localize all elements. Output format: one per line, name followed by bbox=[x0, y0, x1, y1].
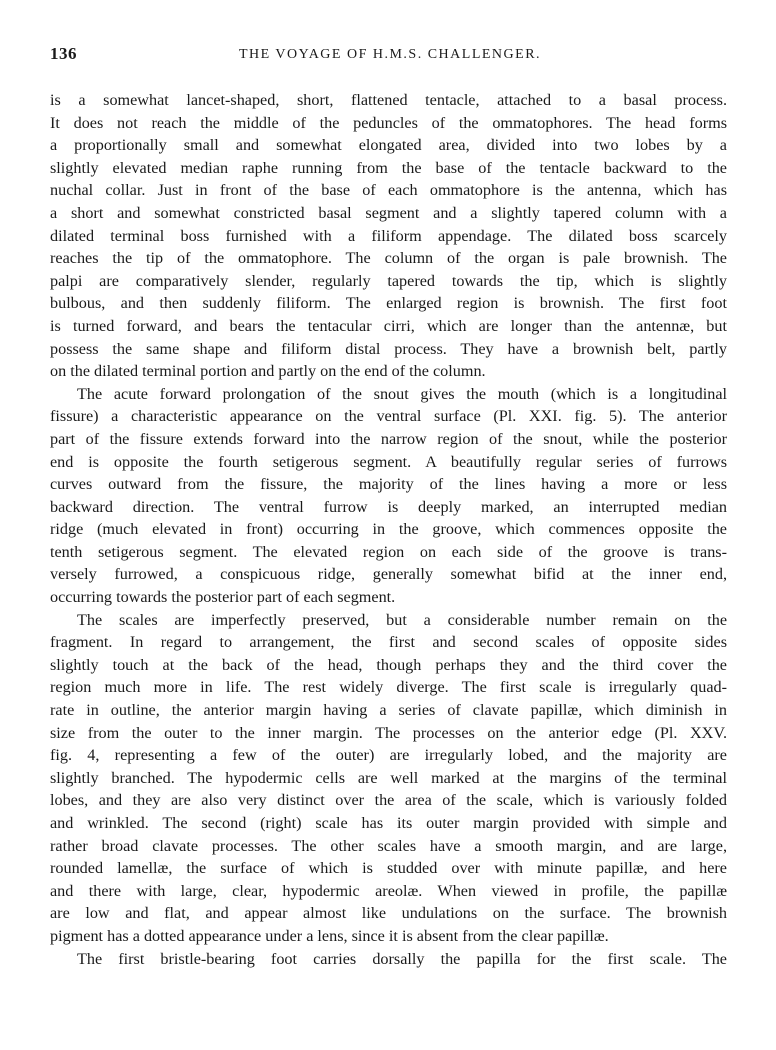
text-line: ridge (much elevated in front) occurring in the groove, which commences opposite the bbox=[50, 520, 727, 539]
text-line: pigment has a dotted appearance under a lens, since it is absent from the clear papillæ. bbox=[50, 926, 609, 945]
paragraph-snout-mouth bbox=[50, 383, 727, 609]
text-line: possess the same shape and filiform distal process. They have a brownish belt, partly bbox=[50, 339, 727, 358]
text-line: end is opposite the fourth setigerous segment. A beautifully regular series of furrows bbox=[50, 452, 727, 471]
text-line: fragment. In regard to arrangement, the first and second scales of opposite sides bbox=[50, 633, 727, 652]
text-line: occurring towards the posterior part of each segment. bbox=[50, 588, 396, 607]
text-line: size from the outer to the inner margin. The processes on the anterior edge (Pl. XXV. bbox=[50, 723, 727, 742]
text-line: The acute forward prolongation of the snout gives the mouth (which is a longitudinal bbox=[77, 384, 727, 403]
text-line: on the dilated terminal portion and partly on the end of the column. bbox=[50, 362, 486, 381]
text-line: versely furrowed, a conspicuous ridge, generally somewhat bifid at the inner end, bbox=[50, 565, 727, 584]
text-line: tenth setigerous segment. The elevated region on each side of the groove is trans- bbox=[50, 542, 727, 561]
text-line: fissure) a characteristic appearance on the ventral surface (Pl. XXI. fig. 5). The anterior bbox=[50, 407, 727, 426]
text-line: palpi are comparatively slender, regularly tapered towards the tip, which is slightly bbox=[50, 271, 727, 290]
text-line: The scales are imperfectly preserved, but a considerable number remain on the bbox=[77, 610, 727, 629]
text-line: region much more in life. The rest widely diverge. The first scale is irregularly quad- bbox=[50, 678, 727, 697]
text-line: backward direction. The ventral furrow is deeply marked, an interrupted median bbox=[50, 497, 727, 516]
paragraph-first-foot bbox=[50, 948, 727, 971]
body-text bbox=[50, 89, 727, 970]
text-line: part of the fissure extends forward into the narrow region of the snout, while the posterior bbox=[50, 429, 727, 448]
paragraph-antenna-description bbox=[50, 89, 727, 383]
text-line: reaches the tip of the ommatophore. The column of the organ is pale brownish. The bbox=[50, 249, 727, 268]
text-line: are low and flat, and appear almost like undulations on the surface. The brownish bbox=[50, 904, 727, 923]
text-line: a proportionally small and somewhat elongated area, divided into two lobes by a bbox=[50, 136, 727, 155]
text-line: is turned forward, and bears the tentacular cirri, which are longer than the antennæ, but bbox=[50, 316, 727, 335]
text-line: It does not reach the middle of the peduncles of the ommatophores. The head forms bbox=[50, 113, 727, 132]
text-line: bulbous, and then suddenly filiform. The enlarged region is brownish. The first foot bbox=[50, 294, 727, 313]
text-line: slightly branched. The hypodermic cells are well marked at the margins of the terminal bbox=[50, 768, 727, 787]
text-line: rather broad clavate processes. The other scales have a smooth margin, and are large, bbox=[50, 836, 727, 855]
text-line: fig. 4, representing a few of the outer) are irregularly lobed, and the majority are bbox=[50, 746, 727, 765]
paragraph-scales bbox=[50, 609, 727, 948]
text-line: nuchal collar. Just in front of the base of each ommatophore is the antenna, which has bbox=[50, 181, 727, 200]
text-line: The first bristle-bearing foot carries dorsally the papilla for the first scale. The bbox=[77, 949, 727, 968]
text-line: slightly touch at the back of the head, though perhaps they and the third cover the bbox=[50, 655, 727, 674]
text-line: is a somewhat lancet-shaped, short, flattened tentacle, attached to a basal process. bbox=[50, 91, 727, 109]
text-line: and wrinkled. The second (right) scale has its outer margin provided with simple and bbox=[50, 814, 727, 832]
text-line: rate in outline, the anterior margin having a series of clavate papillæ, which diminish in bbox=[50, 701, 727, 720]
running-title: THE VOYAGE OF H.M.S. CHALLENGER. bbox=[238, 47, 542, 62]
text-line: slightly elevated median raphe running from the base of the tentacle backward to the bbox=[50, 158, 727, 177]
text-line: dilated terminal boss furnished with a filiform appendage. The dilated boss scarcely bbox=[50, 226, 727, 245]
text-line: rounded lamellæ, the surface of which is studded over with minute papillæ, and here bbox=[50, 859, 727, 878]
text-line: a short and somewhat constricted basal segment and a slightly tapered column with a bbox=[50, 203, 727, 222]
text-line: lobes, and they are also very distinct over the area of the scale, which is variously folded bbox=[50, 791, 727, 810]
page-number: 136 bbox=[50, 44, 77, 63]
text-line: and there with large, clear, hypodermic areolæ. When viewed in profile, the papillæ bbox=[50, 881, 727, 900]
text-line: curves outward from the fissure, the majority of the lines having a more or less bbox=[50, 475, 727, 494]
